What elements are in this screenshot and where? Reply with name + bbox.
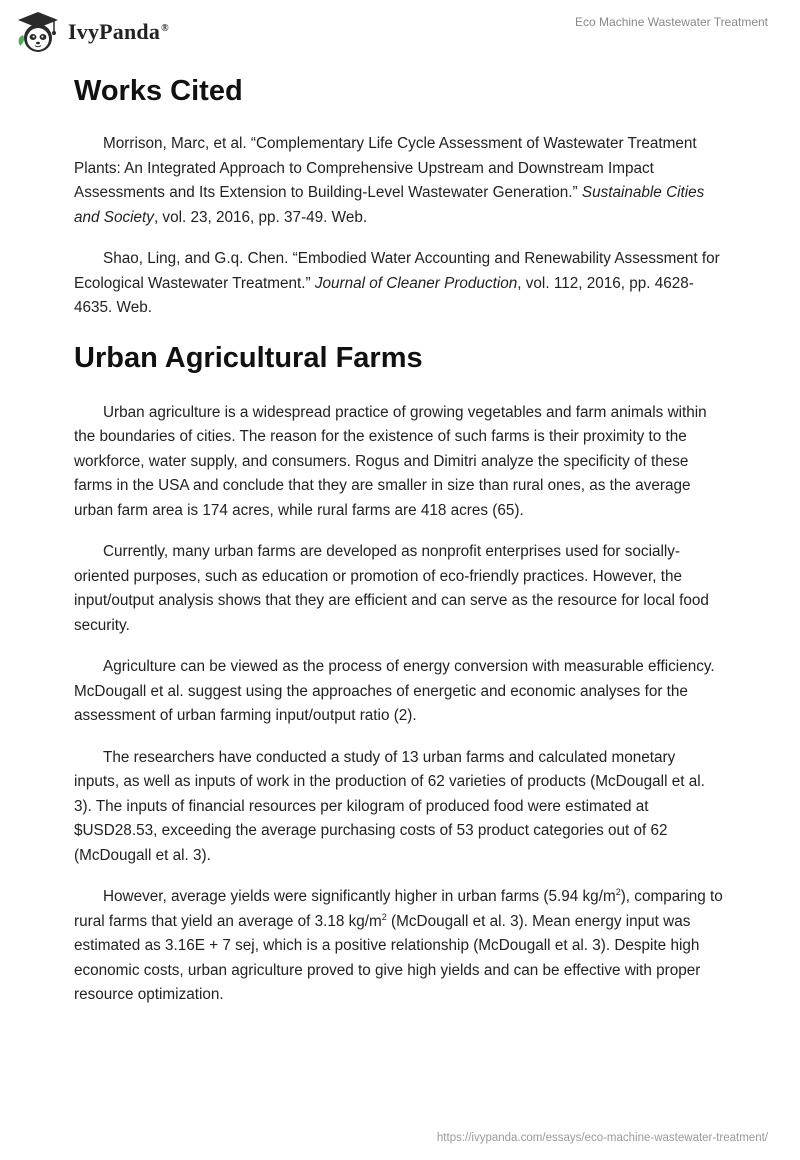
document-body [74,72,724,1025]
works-cited-heading: Works Cited [74,75,243,107]
section-heading: Urban Agricultural Farms [74,341,423,374]
ivypanda-logo[interactable] [14,8,169,56]
page-header [0,0,800,64]
document-title: Eco Machine Wastewater Treatment [575,15,768,29]
works-cited-list [74,132,724,321]
section-body [74,401,724,1008]
source-url[interactable]: https://ivypanda.com/essays/eco-machine-wastewater-treatment/ [436,1132,768,1144]
brand-name: IvyPanda® [68,19,169,44]
citation-entry: Morrison, Marc, et al. “Complementary Life Cycle Assessment of Wastewater Treatment Plants: An Integrated Approach to Comprehensive Upstream and Downstream Impact Assessments and Its Extension to Building-Level Wastewater Generation.” Sustainable Cities and Society, vol. 23, 2016, pp. 37-49. Web. [74,135,705,226]
panda-mascot-icon [14,8,62,56]
citation-entry: Shao, Ling, and G.q. Chen. “Embodied Water Accounting and Renewability Assessment for Ecological Wastewater Treatment.” Journal of Cleaner Production, vol. 112, 2016, pp. 4628-4635. Web. [74,250,720,316]
paragraph: Currently, many urban farms are developed as nonprofit enterprises used for socially-oriented purposes, such as education or promotion of eco-friendly practices. However, the input/output analysis shows that they are efficient and can serve as the resource for local food security. [74,543,709,634]
paragraph: Urban agriculture is a widespread practice of growing vegetables and farm animals within the boundaries of cities. The reason for the existence of such farms is their proximity to the workforce, water supply, and consumers. Rogus and Dimitri analyze the specificity of these farms in the USA and conclude that they are smaller in size than rural ones, as the average urban farm area is 174 acres, while rural farms are 418 acres (65). [74,403,707,519]
paragraph: Agriculture can be viewed as the process of energy conversion with measurable efficiency. McDougall et al. suggest using the approaches of energetic and economic analyses for the assessment of urban farming input/output ratio (2). [74,658,715,724]
paragraph: However, average yields were significantly higher in urban farms (5.94 $kg/m^2$), comparing to rural farms that yield an average of 3.18 $kg/m^2$ (McDougall et al. 3). Mean energy input was estimated as 3.16E + 7 sej, which is a positive relationship (McDougall et al. 3). Despite high economic costs, urban agriculture proved to give high yields and can be effective with proper resource optimization. [74,886,723,1003]
paragraph: The researchers have conducted a study of 13 urban farms and calculated monetary inputs, as well as inputs of work in the production of 62 varieties of products (McDougall et al. 3). The inputs of financial resources per kilogram of produced food were estimated at $USD28.53, exceeding the average purchasing costs of 53 product categories out of 62 (McDougall et al. 3). [74,748,705,864]
